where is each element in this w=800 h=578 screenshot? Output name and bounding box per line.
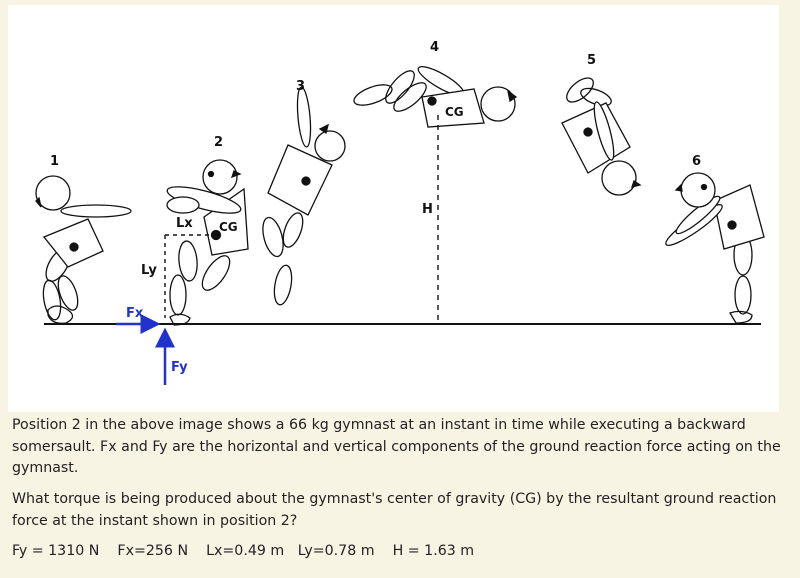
h-label: H <box>422 202 433 217</box>
gymnast-position-5 <box>562 74 640 195</box>
gymnast-position-4 <box>351 62 516 127</box>
problem-description: Position 2 in the above image shows a 66 kg gymnast at an instant in time while executing a backward somersault. Fx and Fy are the horizontal and vertical components of the ground reaction force acting on the gymnast. <box>12 417 781 476</box>
ly-label: Ly <box>141 263 157 278</box>
fy-label: Fy <box>171 360 188 375</box>
position-number-4: 4 <box>430 40 440 55</box>
gymnast-position-6 <box>662 173 764 323</box>
gymnast-position-1 <box>36 176 131 323</box>
position-number-3: 3 <box>296 79 306 94</box>
position-number-2: 2 <box>214 135 224 150</box>
fx-label: Fx <box>126 306 144 321</box>
cg-label-position-4: CG <box>445 105 464 119</box>
lx-label: Lx <box>176 216 193 231</box>
gymnast-somersault-figure <box>8 5 779 412</box>
gymnast-position-3 <box>259 87 345 306</box>
position-number-6: 6 <box>692 154 702 169</box>
gymnast-position-2 <box>165 160 248 325</box>
position-number-1: 1 <box>50 154 60 169</box>
given-values: Fy = 1310 N Fx=256 N Lx=0.49 m Ly=0.78 m H = 1.63 m <box>12 543 475 559</box>
cg-label-position-2: CG <box>219 220 238 234</box>
position-number-5: 5 <box>587 53 597 68</box>
problem-question: What torque is being produced about the gymnast's center of gravity (CG) by the resultant ground reaction force at the instant shown in position 2? <box>12 491 777 529</box>
